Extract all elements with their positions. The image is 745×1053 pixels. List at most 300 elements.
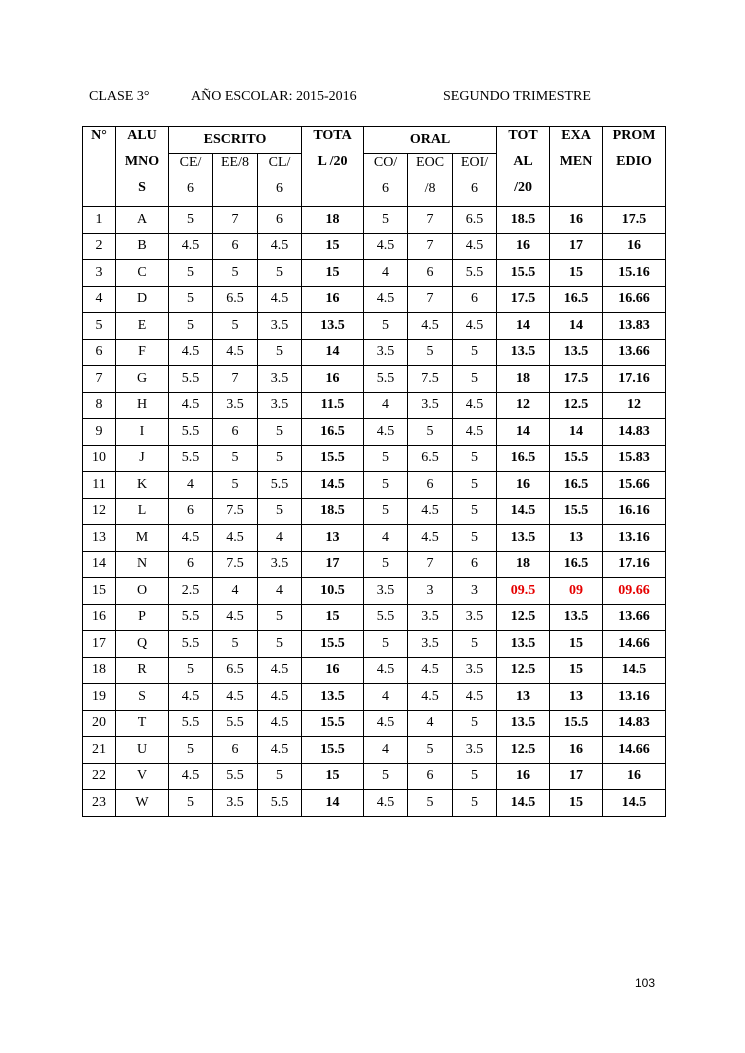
header-students bbox=[116, 127, 169, 207]
cell-ce: 6 bbox=[169, 551, 213, 578]
cell-oral-total: 13.5 bbox=[497, 525, 550, 552]
cell-exam: 14 bbox=[550, 419, 603, 446]
cell-co: 5 bbox=[364, 631, 408, 658]
cell-ce: 5.5 bbox=[169, 419, 213, 446]
cell-cl: 4.5 bbox=[258, 737, 302, 764]
cell-ce: 5.5 bbox=[169, 445, 213, 472]
cell-student: A bbox=[116, 207, 169, 234]
cell-eoi: 3.5 bbox=[453, 737, 497, 764]
cell-num: 4 bbox=[83, 286, 116, 313]
cell-written-total: 18 bbox=[302, 207, 364, 234]
cell-num: 6 bbox=[83, 339, 116, 366]
cell-average: 14.83 bbox=[603, 419, 666, 446]
cell-eoi: 5 bbox=[453, 525, 497, 552]
cell-num: 3 bbox=[83, 260, 116, 287]
cell-eoi: 4.5 bbox=[453, 313, 497, 340]
cell-ee: 4.5 bbox=[213, 684, 258, 711]
cell-co: 4 bbox=[364, 684, 408, 711]
table-row bbox=[83, 207, 666, 234]
cell-written-total: 16.5 bbox=[302, 419, 364, 446]
cell-eoc: 3.5 bbox=[408, 604, 453, 631]
cell-oral-total: 16 bbox=[497, 763, 550, 790]
cell-average: 15.83 bbox=[603, 445, 666, 472]
cell-eoc: 5 bbox=[408, 339, 453, 366]
cell-ee: 5 bbox=[213, 472, 258, 499]
school-year-label: AÑO ESCOLAR: 2015-2016 bbox=[191, 89, 357, 104]
cell-oral-total: 14 bbox=[497, 313, 550, 340]
cell-num: 15 bbox=[83, 578, 116, 605]
cell-eoc: 3.5 bbox=[408, 631, 453, 658]
cell-written-total: 10.5 bbox=[302, 578, 364, 605]
cell-co: 5 bbox=[364, 763, 408, 790]
header-eoc: EOC /8 bbox=[408, 154, 453, 207]
class-label: CLASE 3° bbox=[89, 89, 150, 104]
cell-written-total: 15.5 bbox=[302, 445, 364, 472]
cell-eoi: 6 bbox=[453, 551, 497, 578]
cell-exam: 16.5 bbox=[550, 551, 603, 578]
cell-cl: 4.5 bbox=[258, 684, 302, 711]
cell-eoi: 5.5 bbox=[453, 260, 497, 287]
cell-cl: 5 bbox=[258, 763, 302, 790]
cell-oral-total: 12.5 bbox=[497, 657, 550, 684]
cell-cl: 6 bbox=[258, 207, 302, 234]
cell-cl: 5 bbox=[258, 419, 302, 446]
cell-co: 4.5 bbox=[364, 419, 408, 446]
cell-student: H bbox=[116, 392, 169, 419]
cell-student: M bbox=[116, 525, 169, 552]
cell-written-total: 16 bbox=[302, 286, 364, 313]
cell-ce: 5 bbox=[169, 737, 213, 764]
cell-written-total: 13.5 bbox=[302, 313, 364, 340]
cell-num: 16 bbox=[83, 604, 116, 631]
cell-average: 14.66 bbox=[603, 631, 666, 658]
cell-eoc: 6 bbox=[408, 472, 453, 499]
table-row bbox=[83, 498, 666, 525]
cell-average: 16.16 bbox=[603, 498, 666, 525]
cell-eoi: 5 bbox=[453, 498, 497, 525]
cell-co: 5 bbox=[364, 207, 408, 234]
table-row bbox=[83, 737, 666, 764]
cell-eoc: 3 bbox=[408, 578, 453, 605]
cell-eoi: 3 bbox=[453, 578, 497, 605]
cell-student: L bbox=[116, 498, 169, 525]
table-row bbox=[83, 578, 666, 605]
cell-oral-total: 16 bbox=[497, 472, 550, 499]
table-row bbox=[83, 472, 666, 499]
cell-co: 4 bbox=[364, 737, 408, 764]
cell-student: Q bbox=[116, 631, 169, 658]
cell-exam: 17.5 bbox=[550, 366, 603, 393]
cell-num: 14 bbox=[83, 551, 116, 578]
cell-student: G bbox=[116, 366, 169, 393]
cell-oral-total: 12.5 bbox=[497, 737, 550, 764]
cell-cl: 4.5 bbox=[258, 710, 302, 737]
cell-ce: 4.5 bbox=[169, 684, 213, 711]
cell-oral-total: 14.5 bbox=[497, 498, 550, 525]
cell-ce: 5 bbox=[169, 207, 213, 234]
cell-cl: 5 bbox=[258, 631, 302, 658]
trimester-label: SEGUNDO TRIMESTRE bbox=[443, 89, 591, 104]
cell-oral-total: 12 bbox=[497, 392, 550, 419]
cell-ee: 5.5 bbox=[213, 763, 258, 790]
cell-ee: 6 bbox=[213, 233, 258, 260]
cell-cl: 3.5 bbox=[258, 392, 302, 419]
cell-num: 17 bbox=[83, 631, 116, 658]
cell-eoi: 5 bbox=[453, 790, 497, 817]
cell-ee: 4.5 bbox=[213, 525, 258, 552]
cell-written-total: 14 bbox=[302, 339, 364, 366]
cell-eoi: 4.5 bbox=[453, 392, 497, 419]
cell-num: 18 bbox=[83, 657, 116, 684]
cell-written-total: 18.5 bbox=[302, 498, 364, 525]
page-number: 103 bbox=[635, 976, 656, 990]
cell-ce: 5.5 bbox=[169, 710, 213, 737]
cell-average: 16.66 bbox=[603, 286, 666, 313]
cell-ce: 5 bbox=[169, 260, 213, 287]
cell-exam: 13.5 bbox=[550, 339, 603, 366]
cell-exam: 16.5 bbox=[550, 286, 603, 313]
header-written-total: TOTA L /20 bbox=[302, 127, 364, 207]
cell-oral-total: 18 bbox=[497, 366, 550, 393]
cell-written-total: 15.5 bbox=[302, 710, 364, 737]
cell-student: P bbox=[116, 604, 169, 631]
cell-average: 14.5 bbox=[603, 657, 666, 684]
cell-co: 4.5 bbox=[364, 657, 408, 684]
table-row bbox=[83, 339, 666, 366]
cell-oral-total: 17.5 bbox=[497, 286, 550, 313]
cell-ce: 5 bbox=[169, 790, 213, 817]
cell-cl: 4.5 bbox=[258, 657, 302, 684]
cell-co: 5 bbox=[364, 445, 408, 472]
cell-ce: 5 bbox=[169, 657, 213, 684]
header-average: PROM EDIO bbox=[603, 127, 666, 207]
cell-exam: 14 bbox=[550, 313, 603, 340]
table-row bbox=[83, 551, 666, 578]
header-ce: CE/ 6 bbox=[169, 154, 213, 207]
cell-exam: 15.5 bbox=[550, 445, 603, 472]
cell-num: 9 bbox=[83, 419, 116, 446]
cell-exam: 13 bbox=[550, 684, 603, 711]
cell-num: 12 bbox=[83, 498, 116, 525]
cell-average: 13.16 bbox=[603, 684, 666, 711]
cell-ee: 5 bbox=[213, 313, 258, 340]
cell-cl: 5 bbox=[258, 339, 302, 366]
cell-written-total: 11.5 bbox=[302, 392, 364, 419]
cell-ee: 5 bbox=[213, 260, 258, 287]
cell-ee: 3.5 bbox=[213, 790, 258, 817]
cell-oral-total: 14.5 bbox=[497, 790, 550, 817]
cell-average: 15.16 bbox=[603, 260, 666, 287]
cell-oral-total: 16.5 bbox=[497, 445, 550, 472]
cell-average: 13.66 bbox=[603, 339, 666, 366]
cell-eoi: 5 bbox=[453, 631, 497, 658]
cell-written-total: 15.5 bbox=[302, 631, 364, 658]
cell-exam: 15.5 bbox=[550, 710, 603, 737]
table-row bbox=[83, 286, 666, 313]
cell-exam: 16 bbox=[550, 207, 603, 234]
table-row bbox=[83, 445, 666, 472]
cell-eoi: 4.5 bbox=[453, 419, 497, 446]
cell-ee: 4.5 bbox=[213, 339, 258, 366]
cell-ce: 4 bbox=[169, 472, 213, 499]
cell-eoc: 5 bbox=[408, 737, 453, 764]
cell-student: W bbox=[116, 790, 169, 817]
cell-oral-total: 16 bbox=[497, 233, 550, 260]
cell-ce: 5.5 bbox=[169, 366, 213, 393]
cell-num: 1 bbox=[83, 207, 116, 234]
cell-num: 7 bbox=[83, 366, 116, 393]
cell-eoc: 7 bbox=[408, 233, 453, 260]
cell-eoc: 5 bbox=[408, 419, 453, 446]
cell-num: 21 bbox=[83, 737, 116, 764]
cell-cl: 5 bbox=[258, 498, 302, 525]
cell-written-total: 15 bbox=[302, 260, 364, 287]
cell-written-total: 15 bbox=[302, 604, 364, 631]
cell-exam: 17 bbox=[550, 763, 603, 790]
cell-ee: 7 bbox=[213, 207, 258, 234]
cell-ce: 5.5 bbox=[169, 604, 213, 631]
cell-ee: 6.5 bbox=[213, 657, 258, 684]
table-row bbox=[83, 366, 666, 393]
cell-student: N bbox=[116, 551, 169, 578]
cell-co: 4.5 bbox=[364, 233, 408, 260]
cell-average: 17.16 bbox=[603, 551, 666, 578]
table-row bbox=[83, 260, 666, 287]
cell-eoi: 3.5 bbox=[453, 657, 497, 684]
cell-eoi: 5 bbox=[453, 339, 497, 366]
cell-student: F bbox=[116, 339, 169, 366]
cell-exam: 15 bbox=[550, 260, 603, 287]
cell-eoc: 4.5 bbox=[408, 313, 453, 340]
table-row bbox=[83, 392, 666, 419]
cell-cl: 3.5 bbox=[258, 313, 302, 340]
cell-num: 10 bbox=[83, 445, 116, 472]
cell-student: J bbox=[116, 445, 169, 472]
cell-exam: 09 bbox=[550, 578, 603, 605]
cell-written-total: 13 bbox=[302, 525, 364, 552]
table-row bbox=[83, 657, 666, 684]
cell-cl: 4 bbox=[258, 525, 302, 552]
cell-student: B bbox=[116, 233, 169, 260]
cell-co: 5.5 bbox=[364, 604, 408, 631]
cell-co: 4 bbox=[364, 260, 408, 287]
cell-ce: 2.5 bbox=[169, 578, 213, 605]
cell-exam: 15 bbox=[550, 790, 603, 817]
cell-average: 17.5 bbox=[603, 207, 666, 234]
cell-exam: 13 bbox=[550, 525, 603, 552]
cell-num: 5 bbox=[83, 313, 116, 340]
cell-ee: 7.5 bbox=[213, 498, 258, 525]
cell-eoc: 3.5 bbox=[408, 392, 453, 419]
cell-cl: 5 bbox=[258, 604, 302, 631]
cell-co: 3.5 bbox=[364, 578, 408, 605]
cell-co: 4 bbox=[364, 525, 408, 552]
cell-oral-total: 15.5 bbox=[497, 260, 550, 287]
header-co: CO/ 6 bbox=[364, 154, 408, 207]
cell-num: 22 bbox=[83, 763, 116, 790]
header-exam: EXA MEN bbox=[550, 127, 603, 207]
cell-oral-total: 13.5 bbox=[497, 710, 550, 737]
cell-exam: 15 bbox=[550, 657, 603, 684]
cell-average: 13.16 bbox=[603, 525, 666, 552]
cell-eoi: 5 bbox=[453, 472, 497, 499]
cell-eoc: 4.5 bbox=[408, 684, 453, 711]
cell-num: 8 bbox=[83, 392, 116, 419]
cell-ce: 5 bbox=[169, 286, 213, 313]
cell-exam: 16.5 bbox=[550, 472, 603, 499]
cell-eoi: 5 bbox=[453, 710, 497, 737]
cell-ce: 4.5 bbox=[169, 525, 213, 552]
table-row bbox=[83, 631, 666, 658]
cell-cl: 5.5 bbox=[258, 790, 302, 817]
cell-exam: 12.5 bbox=[550, 392, 603, 419]
grades-body bbox=[83, 207, 666, 817]
cell-cl: 3.5 bbox=[258, 551, 302, 578]
cell-cl: 4.5 bbox=[258, 233, 302, 260]
header-oral: ORAL bbox=[364, 127, 497, 154]
cell-ee: 4.5 bbox=[213, 604, 258, 631]
cell-eoc: 4.5 bbox=[408, 498, 453, 525]
header-number: N° bbox=[83, 127, 116, 207]
cell-ee: 7 bbox=[213, 366, 258, 393]
cell-co: 5 bbox=[364, 551, 408, 578]
cell-written-total: 17 bbox=[302, 551, 364, 578]
cell-student: O bbox=[116, 578, 169, 605]
cell-num: 2 bbox=[83, 233, 116, 260]
cell-student: C bbox=[116, 260, 169, 287]
cell-average: 17.16 bbox=[603, 366, 666, 393]
cell-written-total: 15 bbox=[302, 233, 364, 260]
cell-num: 13 bbox=[83, 525, 116, 552]
cell-oral-total: 13 bbox=[497, 684, 550, 711]
cell-ee: 6 bbox=[213, 419, 258, 446]
cell-co: 5 bbox=[364, 498, 408, 525]
cell-average: 13.83 bbox=[603, 313, 666, 340]
cell-ce: 4.5 bbox=[169, 233, 213, 260]
cell-cl: 4.5 bbox=[258, 286, 302, 313]
cell-eoc: 7 bbox=[408, 551, 453, 578]
cell-oral-total: 12.5 bbox=[497, 604, 550, 631]
cell-written-total: 15.5 bbox=[302, 737, 364, 764]
cell-average: 09.66 bbox=[603, 578, 666, 605]
cell-co: 5 bbox=[364, 472, 408, 499]
cell-eoc: 7 bbox=[408, 286, 453, 313]
header-cl: CL/ 6 bbox=[258, 154, 302, 207]
cell-written-total: 15 bbox=[302, 763, 364, 790]
cell-student: S bbox=[116, 684, 169, 711]
cell-eoc: 4.5 bbox=[408, 525, 453, 552]
cell-eoi: 6.5 bbox=[453, 207, 497, 234]
cell-cl: 3.5 bbox=[258, 366, 302, 393]
cell-student: U bbox=[116, 737, 169, 764]
header-oral-total: TOT AL /20 bbox=[497, 127, 550, 207]
grades-table bbox=[82, 126, 666, 817]
cell-exam: 13.5 bbox=[550, 604, 603, 631]
cell-oral-total: 13.5 bbox=[497, 631, 550, 658]
table-row bbox=[83, 684, 666, 711]
cell-ee: 5.5 bbox=[213, 710, 258, 737]
cell-written-total: 13.5 bbox=[302, 684, 364, 711]
cell-eoc: 6.5 bbox=[408, 445, 453, 472]
cell-exam: 15 bbox=[550, 631, 603, 658]
cell-eoi: 5 bbox=[453, 366, 497, 393]
cell-student: R bbox=[116, 657, 169, 684]
cell-eoi: 4.5 bbox=[453, 233, 497, 260]
cell-ce: 4.5 bbox=[169, 339, 213, 366]
cell-exam: 16 bbox=[550, 737, 603, 764]
cell-eoi: 5 bbox=[453, 763, 497, 790]
cell-ce: 6 bbox=[169, 498, 213, 525]
cell-average: 14.83 bbox=[603, 710, 666, 737]
cell-oral-total: 13.5 bbox=[497, 339, 550, 366]
table-row bbox=[83, 790, 666, 817]
cell-average: 16 bbox=[603, 233, 666, 260]
table-row bbox=[83, 763, 666, 790]
table-row bbox=[83, 710, 666, 737]
cell-average: 14.66 bbox=[603, 737, 666, 764]
cell-ee: 4 bbox=[213, 578, 258, 605]
cell-cl: 5 bbox=[258, 260, 302, 287]
cell-cl: 5.5 bbox=[258, 472, 302, 499]
cell-eoc: 6 bbox=[408, 260, 453, 287]
cell-ee: 5 bbox=[213, 445, 258, 472]
cell-co: 4.5 bbox=[364, 790, 408, 817]
cell-co: 4 bbox=[364, 392, 408, 419]
cell-written-total: 16 bbox=[302, 657, 364, 684]
cell-ee: 3.5 bbox=[213, 392, 258, 419]
cell-student: K bbox=[116, 472, 169, 499]
cell-ce: 5.5 bbox=[169, 631, 213, 658]
cell-student: V bbox=[116, 763, 169, 790]
cell-eoc: 7.5 bbox=[408, 366, 453, 393]
cell-average: 15.66 bbox=[603, 472, 666, 499]
cell-ee: 6 bbox=[213, 737, 258, 764]
cell-written-total: 14.5 bbox=[302, 472, 364, 499]
header-written: ESCRITO bbox=[169, 127, 302, 154]
cell-num: 20 bbox=[83, 710, 116, 737]
cell-eoi: 5 bbox=[453, 445, 497, 472]
cell-oral-total: 14 bbox=[497, 419, 550, 446]
table-row bbox=[83, 604, 666, 631]
cell-oral-total: 18.5 bbox=[497, 207, 550, 234]
cell-num: 11 bbox=[83, 472, 116, 499]
header-ee: EE/8 bbox=[213, 154, 258, 207]
cell-student: D bbox=[116, 286, 169, 313]
cell-eoi: 4.5 bbox=[453, 684, 497, 711]
cell-co: 5 bbox=[364, 313, 408, 340]
cell-oral-total: 09.5 bbox=[497, 578, 550, 605]
table-row bbox=[83, 313, 666, 340]
cell-eoi: 3.5 bbox=[453, 604, 497, 631]
cell-eoc: 4.5 bbox=[408, 657, 453, 684]
cell-num: 19 bbox=[83, 684, 116, 711]
cell-student: T bbox=[116, 710, 169, 737]
cell-written-total: 14 bbox=[302, 790, 364, 817]
cell-eoc: 5 bbox=[408, 790, 453, 817]
table-row bbox=[83, 419, 666, 446]
cell-oral-total: 18 bbox=[497, 551, 550, 578]
table-row bbox=[83, 525, 666, 552]
cell-ce: 4.5 bbox=[169, 763, 213, 790]
cell-average: 13.66 bbox=[603, 604, 666, 631]
header-students-stack: ALU MNO S bbox=[124, 128, 160, 195]
cell-eoi: 6 bbox=[453, 286, 497, 313]
cell-average: 12 bbox=[603, 392, 666, 419]
cell-ee: 6.5 bbox=[213, 286, 258, 313]
cell-num: 23 bbox=[83, 790, 116, 817]
cell-written-total: 16 bbox=[302, 366, 364, 393]
cell-eoc: 7 bbox=[408, 207, 453, 234]
